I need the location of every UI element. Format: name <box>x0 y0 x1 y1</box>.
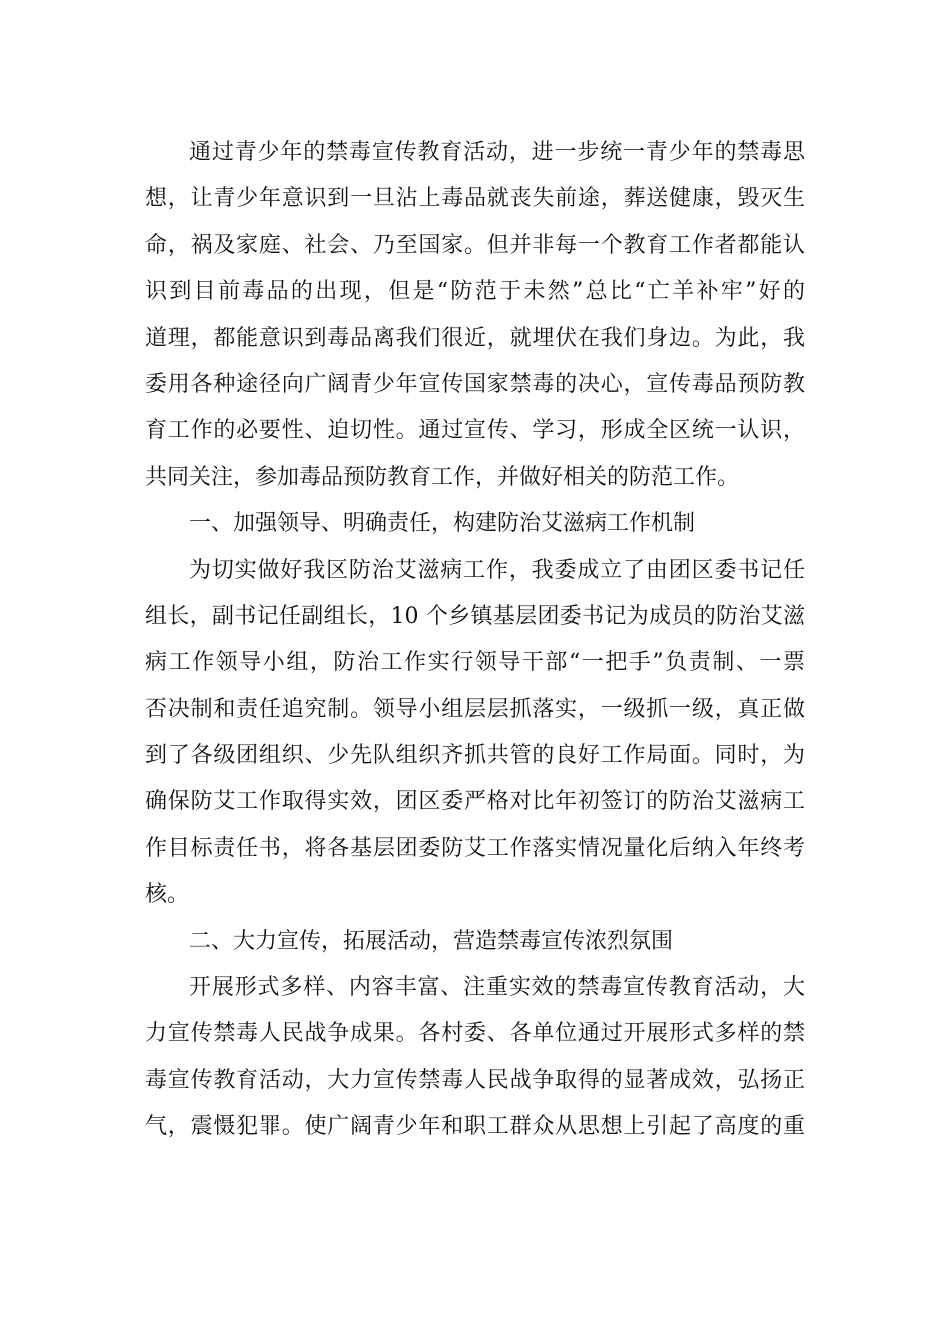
heading-text: 一、加强领导、明确责任，构建防治艾滋病工作机制 <box>189 511 696 537</box>
text-line: 力宣传禁毒人民战争成果。各村委、各单位通过开展形式多样的禁 <box>145 1021 805 1047</box>
text-line: 委用各种途径向广阔青少年宣传国家禁毒的决心，宣传毒品预防教 <box>145 371 805 397</box>
paragraph-3 <box>145 965 805 1151</box>
paragraph-2 <box>145 548 805 919</box>
text-line: 为切实做好我区防治艾滋病工作，我委成立了由团区委书记任 <box>189 557 805 583</box>
section-heading-2 <box>145 919 805 965</box>
section-heading-1 <box>145 501 805 547</box>
text-line: 病工作领导小组，防治工作实行领导干部“一把手”负责制、一票 <box>145 650 805 676</box>
text-line: 否决制和责任追究制。领导小组层层抓落实，一级抓一级，真正做 <box>145 696 805 722</box>
text-line: 命，祸及家庭、社会、乃至国家。但并非每一个教育工作者都能认 <box>145 232 805 258</box>
text-line: 开展形式多样、内容丰富、注重实效的禁毒宣传教育活动，大 <box>189 975 805 1001</box>
text-line: 毒宣传教育活动，大力宣传禁毒人民战争取得的显著成效，弘扬正 <box>145 1067 805 1093</box>
text-line: 道理，都能意识到毒品离我们很近，就埋伏在我们身边。为此，我 <box>145 325 805 351</box>
text-line: 组长，副书记任副组长，10 个乡镇基层团委书记为成员的防治艾滋 <box>145 603 805 629</box>
paragraph-1 <box>145 130 805 501</box>
text-line: 通过青少年的禁毒宣传教育活动，进一步统一青少年的禁毒思 <box>189 140 805 165</box>
text-line: 育工作的必要性、迫切性。通过宣传、学习，形成全区统一认识， <box>145 418 805 444</box>
text-line: 确保防艾工作取得实效，团区委严格对比年初签订的防治艾滋病工 <box>145 789 805 815</box>
text-line: 气，震慑犯罪。使广阔青少年和职工群众从思想上引起了高度的重 <box>145 1114 805 1140</box>
text-line: 共同关注，参加毒品预防教育工作，并做好相关的防范工作。 <box>145 464 740 490</box>
text-line: 识到目前毒品的出现，但是“防范于未然”总比“亡羊补牢”好的 <box>145 279 805 305</box>
document-page <box>145 130 805 1151</box>
text-line: 到了各级团组织、少先队组织齐抓共管的良好工作局面。同时，为 <box>145 743 805 769</box>
text-line: 作目标责任书，将各基层团委防艾工作落实情况量化后纳入年终考 <box>145 835 805 861</box>
heading-text: 二、大力宣传，拓展活动，营造禁毒宣传浓烈氛围 <box>189 928 674 954</box>
text-line: 想，让青少年意识到一旦沾上毒品就丧失前途，葬送健康，毁灭生 <box>145 186 805 212</box>
text-line: 核。 <box>145 882 190 908</box>
